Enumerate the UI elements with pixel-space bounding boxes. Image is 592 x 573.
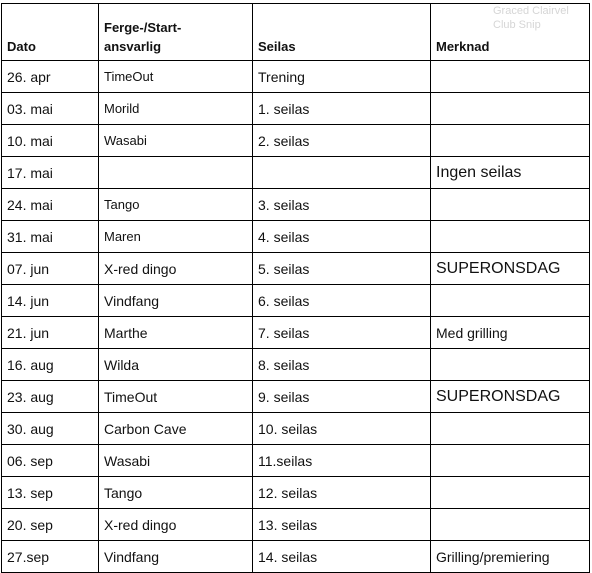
header-ansvarlig: Ferge-/Start- ansvarlig [99, 4, 253, 61]
table-row [2, 477, 590, 509]
table-row [2, 61, 590, 93]
cell-merknad [431, 509, 590, 541]
table-row [2, 317, 590, 349]
cell-dato: 27.sep [2, 541, 99, 573]
cell-ansvarlig: Wilda [99, 349, 253, 381]
cell-merknad: Med grilling [431, 317, 590, 349]
cell-merknad [431, 221, 590, 253]
table-row [2, 285, 590, 317]
cell-seilas: 13. seilas [253, 509, 431, 541]
cell-merknad [431, 61, 590, 93]
cell-dato: 03. mai [2, 93, 99, 125]
table-row [2, 93, 590, 125]
header-dato: Dato [2, 4, 99, 61]
cell-dato: 26. apr [2, 61, 99, 93]
cell-seilas: 7. seilas [253, 317, 431, 349]
table-header-row [2, 4, 590, 61]
cell-ansvarlig: Maren [99, 221, 253, 253]
faded-overlay-text: Graced Clairvel Club Snip [493, 5, 569, 31]
cell-ansvarlig: Vindfang [99, 541, 253, 573]
sailing-schedule-table [1, 3, 590, 573]
cell-dato: 30. aug [2, 413, 99, 445]
table-row [2, 189, 590, 221]
cell-merknad: SUPERONSDAG [431, 253, 590, 285]
cell-dato: 23. aug [2, 381, 99, 413]
cell-seilas: 14. seilas [253, 541, 431, 573]
table-row [2, 125, 590, 157]
table-row [2, 445, 590, 477]
cell-seilas: 8. seilas [253, 349, 431, 381]
table-row [2, 221, 590, 253]
header-seilas: Seilas [253, 4, 431, 61]
cell-ansvarlig: Tango [99, 477, 253, 509]
cell-dato: 07. jun [2, 253, 99, 285]
cell-dato: 13. sep [2, 477, 99, 509]
cell-dato: 20. sep [2, 509, 99, 541]
table-row [2, 157, 590, 189]
cell-dato: 14. jun [2, 285, 99, 317]
cell-seilas: 11.seilas [253, 445, 431, 477]
table-row [2, 509, 590, 541]
cell-ansvarlig: Marthe [99, 317, 253, 349]
cell-merknad [431, 413, 590, 445]
table-row [2, 413, 590, 445]
cell-dato: 17. mai [2, 157, 99, 189]
cell-seilas: 9. seilas [253, 381, 431, 413]
cell-dato: 16. aug [2, 349, 99, 381]
cell-merknad [431, 349, 590, 381]
cell-seilas: 1. seilas [253, 93, 431, 125]
cell-ansvarlig: Tango [99, 189, 253, 221]
cell-merknad: Grilling/premiering [431, 541, 590, 573]
cell-dato: 24. mai [2, 189, 99, 221]
cell-merknad [431, 125, 590, 157]
cell-seilas: Trening [253, 61, 431, 93]
cell-merknad [431, 93, 590, 125]
cell-ansvarlig: Morild [99, 93, 253, 125]
cell-ansvarlig: X-red dingo [99, 509, 253, 541]
table-row [2, 381, 590, 413]
cell-dato: 21. jun [2, 317, 99, 349]
cell-seilas: 3. seilas [253, 189, 431, 221]
cell-seilas: 2. seilas [253, 125, 431, 157]
cell-dato: 10. mai [2, 125, 99, 157]
cell-ansvarlig: Wasabi [99, 445, 253, 477]
cell-dato: 06. sep [2, 445, 99, 477]
table-row [2, 253, 590, 285]
cell-seilas [253, 157, 431, 189]
table-row [2, 349, 590, 381]
header-merknad: Merknad [431, 4, 590, 61]
cell-merknad: Ingen seilas [431, 157, 590, 189]
cell-seilas: 12. seilas [253, 477, 431, 509]
cell-seilas: 4. seilas [253, 221, 431, 253]
cell-ansvarlig: X-red dingo [99, 253, 253, 285]
cell-ansvarlig: Vindfang [99, 285, 253, 317]
cell-merknad [431, 445, 590, 477]
cell-merknad [431, 285, 590, 317]
cell-ansvarlig: Wasabi [99, 125, 253, 157]
cell-merknad [431, 477, 590, 509]
cell-ansvarlig: TimeOut [99, 381, 253, 413]
table-row [2, 541, 590, 573]
cell-seilas: 5. seilas [253, 253, 431, 285]
cell-seilas: 6. seilas [253, 285, 431, 317]
cell-merknad: SUPERONSDAG [431, 381, 590, 413]
cell-merknad [431, 189, 590, 221]
cell-ansvarlig [99, 157, 253, 189]
cell-dato: 31. mai [2, 221, 99, 253]
cell-ansvarlig: Carbon Cave [99, 413, 253, 445]
cell-ansvarlig: TimeOut [99, 61, 253, 93]
cell-seilas: 10. seilas [253, 413, 431, 445]
